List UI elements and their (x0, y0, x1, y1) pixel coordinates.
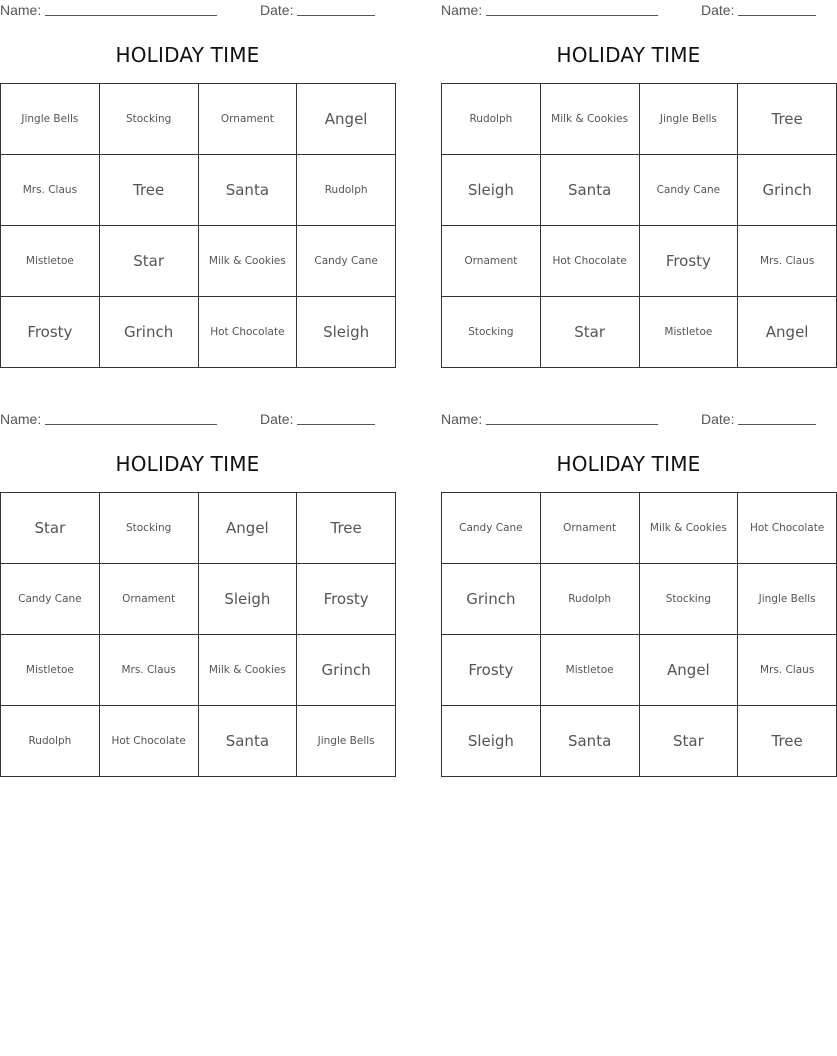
grid-cell: Angel (738, 297, 837, 368)
grid-row (1, 706, 396, 777)
grid-row (1, 155, 396, 226)
bingo-grid (441, 492, 837, 777)
grid-cell: Mrs. Claus (738, 226, 837, 297)
grid-cell: Mistletoe (1, 226, 100, 297)
grid-cell: Jingle Bells (639, 84, 738, 155)
bingo-grid (0, 83, 396, 368)
grid-cell: Ornament (198, 84, 297, 155)
date-line (738, 15, 816, 16)
grid-row (442, 635, 837, 706)
name-label: Name: (441, 411, 483, 427)
date-label: Date: (260, 2, 294, 18)
grid-cell: Rudolph (540, 564, 639, 635)
grid-cell: Grinch (738, 155, 837, 226)
name-line (45, 424, 217, 425)
grid-row (442, 84, 837, 155)
grid-cell: Mrs. Claus (99, 635, 198, 706)
name-line (486, 15, 658, 16)
grid-row (1, 493, 396, 564)
date-line (297, 424, 375, 425)
name-label: Name: (0, 2, 42, 18)
grid-cell: Tree (738, 706, 837, 777)
grid-cell: Hot Chocolate (540, 226, 639, 297)
grid-cell: Frosty (1, 297, 100, 368)
grid-cell: Rudolph (1, 706, 100, 777)
card-header (0, 409, 375, 429)
grid-cell: Stocking (99, 493, 198, 564)
card-header (0, 0, 375, 20)
grid-cell: Sleigh (198, 564, 297, 635)
grid-cell: Angel (639, 635, 738, 706)
grid-cell: Rudolph (442, 84, 541, 155)
grid-cell: Milk & Cookies (198, 635, 297, 706)
grid-cell: Grinch (297, 635, 396, 706)
grid-cell: Ornament (99, 564, 198, 635)
grid-cell: Hot Chocolate (198, 297, 297, 368)
name-label: Name: (0, 411, 42, 427)
date-label: Date: (701, 2, 735, 18)
grid-cell: Jingle Bells (738, 564, 837, 635)
grid-cell: Santa (540, 706, 639, 777)
grid-cell: Santa (198, 706, 297, 777)
grid-cell: Milk & Cookies (540, 84, 639, 155)
grid-cell: Sleigh (297, 297, 396, 368)
grid-cell: Star (540, 297, 639, 368)
card-title: HOLIDAY TIME (115, 43, 260, 67)
grid-cell: Stocking (99, 84, 198, 155)
card-title: HOLIDAY TIME (556, 452, 701, 476)
grid-cell: Hot Chocolate (738, 493, 837, 564)
grid-cell: Candy Cane (639, 155, 738, 226)
grid-cell: Stocking (442, 297, 541, 368)
name-line (486, 424, 658, 425)
card-title: HOLIDAY TIME (115, 452, 260, 476)
grid-cell: Milk & Cookies (639, 493, 738, 564)
grid-cell: Mistletoe (540, 635, 639, 706)
grid-row (442, 564, 837, 635)
grid-cell: Tree (99, 155, 198, 226)
grid-cell: Frosty (297, 564, 396, 635)
grid-cell: Santa (540, 155, 639, 226)
grid-cell: Milk & Cookies (198, 226, 297, 297)
grid-cell: Sleigh (442, 155, 541, 226)
grid-cell: Mistletoe (639, 297, 738, 368)
grid-row (442, 226, 837, 297)
grid-cell: Santa (198, 155, 297, 226)
date-line (738, 424, 816, 425)
grid-row (1, 297, 396, 368)
grid-cell: Angel (297, 84, 396, 155)
grid-cell: Tree (297, 493, 396, 564)
grid-cell: Frosty (639, 226, 738, 297)
grid-cell: Grinch (99, 297, 198, 368)
grid-row (442, 297, 837, 368)
grid-cell: Ornament (442, 226, 541, 297)
grid-cell: Mistletoe (1, 635, 100, 706)
grid-cell: Jingle Bells (297, 706, 396, 777)
grid-cell: Stocking (639, 564, 738, 635)
date-label: Date: (701, 411, 735, 427)
name-label: Name: (441, 2, 483, 18)
grid-cell: Star (1, 493, 100, 564)
grid-row (1, 564, 396, 635)
grid-cell: Star (99, 226, 198, 297)
card-title: HOLIDAY TIME (556, 43, 701, 67)
grid-cell: Mrs. Claus (738, 635, 837, 706)
grid-cell: Star (639, 706, 738, 777)
grid-cell: Frosty (442, 635, 541, 706)
grid-cell: Candy Cane (442, 493, 541, 564)
grid-cell: Sleigh (442, 706, 541, 777)
grid-row (442, 706, 837, 777)
grid-cell: Angel (198, 493, 297, 564)
card-header (441, 0, 816, 20)
grid-cell: Mrs. Claus (1, 155, 100, 226)
bingo-grid (0, 492, 396, 777)
grid-row (1, 84, 396, 155)
grid-cell: Rudolph (297, 155, 396, 226)
grid-row (442, 493, 837, 564)
date-line (297, 15, 375, 16)
grid-cell: Jingle Bells (1, 84, 100, 155)
grid-cell: Candy Cane (1, 564, 100, 635)
grid-cell: Grinch (442, 564, 541, 635)
grid-row (442, 155, 837, 226)
date-label: Date: (260, 411, 294, 427)
bingo-grid (441, 83, 837, 368)
grid-row (1, 635, 396, 706)
name-line (45, 15, 217, 16)
grid-cell: Candy Cane (297, 226, 396, 297)
grid-cell: Tree (738, 84, 837, 155)
grid-row (1, 226, 396, 297)
grid-cell: Ornament (540, 493, 639, 564)
grid-cell: Hot Chocolate (99, 706, 198, 777)
card-header (441, 409, 816, 429)
